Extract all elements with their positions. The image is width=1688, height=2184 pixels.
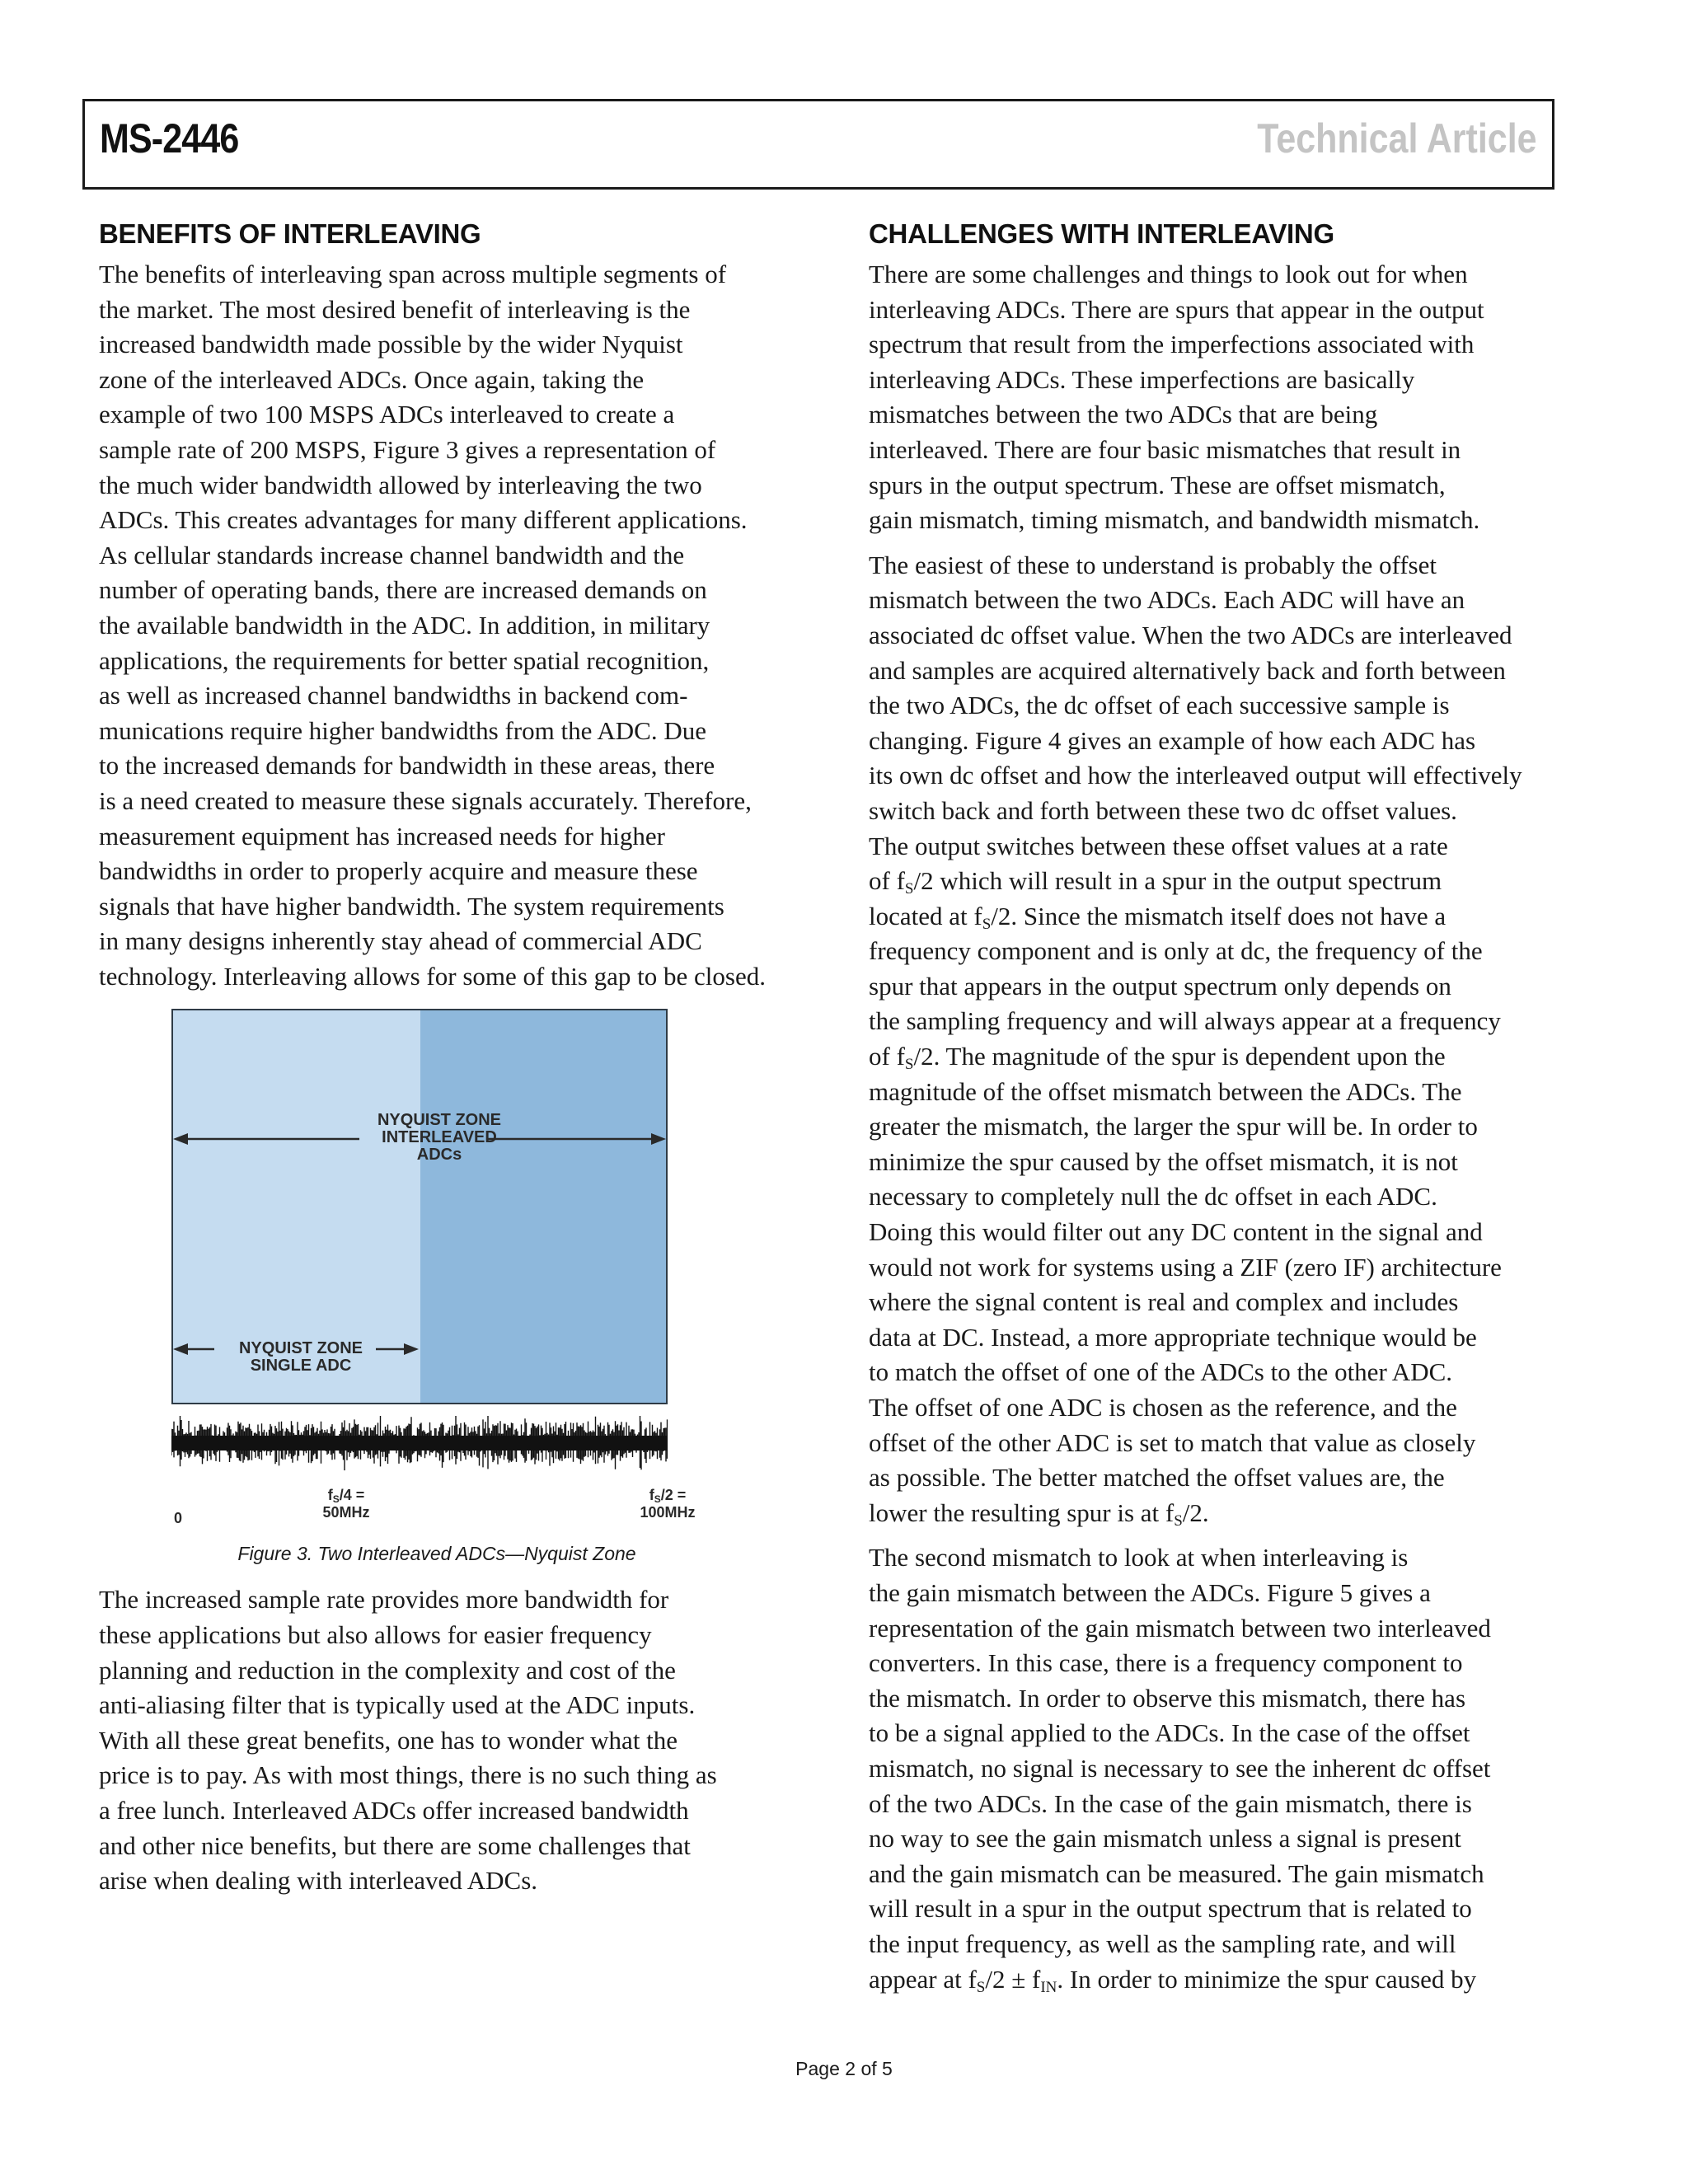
text-line: offset of the other ADC is set to match that value as closely <box>869 1427 1476 1457</box>
text-line: There are some challenges and things to look out for when <box>869 260 1468 288</box>
offset-lines-a <box>869 548 1546 864</box>
text-line: and samples are acquired alternatively back and forth between <box>869 655 1506 685</box>
text-line: interleaving ADCs. There are spurs that appear in the output <box>869 294 1484 324</box>
gain-mismatch-paragraph <box>869 1540 1546 1997</box>
text-line: The offset of one ADC is chosen as the reference, and the <box>869 1393 1457 1422</box>
text-line: to match the offset of one of the ADCs to the other ADC. <box>869 1357 1453 1387</box>
text-line: minimize the spur caused by the offset mismatch, it is not <box>869 1146 1458 1176</box>
text-line: appear at $f_S/2 \pm f_{IN}$. In order to minimize the spur caused by <box>869 1964 1477 1996</box>
text-line: its own dc offset and how the interleaved output will effectively <box>869 761 1522 790</box>
text-line: to the increased demands for bandwidth in these areas, there <box>99 751 715 780</box>
text-line: and the gain mismatch can be measured. The gain mismatch <box>869 1858 1484 1888</box>
text-line: the gain mismatch between the ADCs. Figure 5 gives a <box>869 1577 1431 1607</box>
text-line: of $f_S/2$ which will result in a spur in the output spectrum <box>869 866 1442 898</box>
gain-lines <box>869 1540 1546 1961</box>
text-line: changing. Figure 4 gives an example of how each ADC has <box>869 725 1476 755</box>
text-line: in many designs inherently stay ahead of commercial ADC <box>99 926 702 956</box>
text-line: located at $f_S/2$. Since the mismatch itself does not have a <box>869 901 1447 933</box>
text-line: the input frequency, as well as the sampling rate, and will <box>869 1929 1456 1958</box>
text-line: technology. Interleaving allows for some of this gap to be closed. <box>99 961 766 991</box>
text-line: the sampling frequency and will always appear at a frequency <box>869 1006 1501 1036</box>
text-line: of the two ADCs. In the case of the gain mismatch, there is <box>869 1788 1472 1818</box>
figure-caption: Figure 3. Two Interleaved ADCs—Nyquist Zone <box>237 1543 636 1565</box>
text-line: would not work for systems using a ZIF (zero IF) architecture <box>869 1252 1502 1282</box>
text-line: ADCs. This creates advantages for many different applications. <box>99 505 748 535</box>
text-line: switch back and forth between these two dc offset values. <box>869 795 1457 825</box>
section-heading-challenges: CHALLENGES WITH INTERLEAVING <box>869 218 1334 249</box>
text-line: and other nice benefits, but there are some challenges that <box>99 1830 691 1860</box>
text-line: magnitude of the offset mismatch between the ADCs. The <box>869 1076 1462 1106</box>
text-line: munications require higher bandwidths from the ADC. Due <box>99 715 706 745</box>
text-line: as well as increased channel bandwidths in backend com- <box>99 681 688 710</box>
text-line: The increased sample rate provides more bandwidth for <box>99 1585 669 1615</box>
text-line: example of two 100 MSPS ADCs interleaved to create a <box>99 400 675 429</box>
challenges-paragraph-1 <box>869 257 1546 538</box>
offset-mismatch-paragraph <box>869 548 1546 1531</box>
text-line: Doing this would filter out any DC content in the signal and <box>869 1217 1483 1247</box>
benefits-paragraph-2 <box>99 1582 775 1898</box>
text-line: signals that have higher bandwidth. The system requirements <box>99 891 724 921</box>
document-type: Technical Article <box>1257 115 1537 162</box>
text-line: a free lunch. Interleaved ADCs offer increased bandwidth <box>99 1796 689 1825</box>
text-line: interleaved. There are four basic mismatches that result in <box>869 434 1461 464</box>
text-line: spurs in the output spectrum. These are offset mismatch, <box>869 470 1446 499</box>
text-line: converters. In this case, there is a frequency component to <box>869 1648 1463 1678</box>
text-line: increased bandwidth made possible by the wider Nyquist <box>99 330 683 359</box>
text-line: will result in a spur in the output spectrum that is related to <box>869 1894 1472 1924</box>
text-line: the two ADCs, the dc offset of each successive sample is <box>869 691 1450 720</box>
text-line: to be a signal applied to the ADCs. In the case of the offset <box>869 1718 1470 1748</box>
text-line: The benefits of interleaving span across multiple segments of <box>99 260 727 288</box>
text-line: planning and reduction in the complexity and cost of the <box>99 1655 676 1685</box>
figure-3 <box>99 1009 775 1577</box>
interleaved-extra-band <box>420 1010 666 1403</box>
text-line: the much wider bandwidth allowed by interleaving the two <box>99 470 702 499</box>
text-line: necessary to completely null the dc offset in each ADC. <box>869 1182 1437 1212</box>
text-line: The easiest of these to understand is probably the offset <box>869 550 1437 579</box>
text-line: spur that appears in the output spectrum only depends on <box>869 971 1451 1001</box>
text-line: The second mismatch to look at when interleaving is <box>869 1543 1409 1572</box>
section-heading-benefits: BENEFITS OF INTERLEAVING <box>99 218 481 249</box>
text-line: interleaving ADCs. These imperfections are basically <box>869 364 1415 394</box>
right-column <box>869 216 1546 2007</box>
text-line: spectrum that result from the imperfections associated with <box>869 330 1475 359</box>
text-line: where the signal content is real and complex and includes <box>869 1287 1459 1317</box>
text-line: The output switches between these offset values at a rate <box>869 831 1448 860</box>
page-header <box>82 99 1554 190</box>
noise-band <box>171 1436 668 1451</box>
offset-lines-c <box>869 1075 1546 1496</box>
text-line: mismatch between the two ADCs. Each ADC will have an <box>869 585 1465 615</box>
benefits-paragraph-1 <box>99 257 775 994</box>
text-line: is a need created to measure these signals accurately. Therefore, <box>99 785 752 815</box>
page-number: Page 2 of 5 <box>795 2058 893 2079</box>
single-zone-label: NYQUIST ZONE SINGLE ADC <box>238 1339 363 1376</box>
noise-floor <box>171 1414 668 1480</box>
text-line: gain mismatch, timing mismatch, and bandwidth mismatch. <box>869 505 1480 535</box>
text-line: the mismatch. In order to observe this mismatch, there has <box>869 1683 1466 1713</box>
text-line: as possible. The better matched the offset values are, the <box>869 1463 1445 1493</box>
text-line: As cellular standards increase channel bandwidth and the <box>99 540 685 569</box>
text-line: the available bandwidth in the ADC. In addition, in military <box>99 610 710 640</box>
text-line: anti-aliasing filter that is typically used at the ADC inputs. <box>99 1690 696 1720</box>
text-line: representation of the gain mismatch between two interleaved <box>869 1613 1491 1643</box>
axis-label-fs2: $f_S/2$ = 100MHz <box>640 1487 696 1521</box>
text-line: lower the resulting spur is at $f_S/2$. <box>869 1497 1209 1530</box>
text-line: of $f_S/2$. The magnitude of the spur is dependent upon the <box>869 1042 1446 1074</box>
text-line: bandwidths in order to properly acquire and measure these <box>99 856 698 886</box>
text-line: mismatches between the two ADCs that are being <box>869 400 1378 429</box>
axis-label-fs4: $f_S/4$ = 50MHz <box>322 1487 370 1521</box>
text-line: these applications but also allows for easier frequency <box>99 1620 652 1650</box>
axis-label-zero: 0 <box>173 1510 182 1527</box>
interleaved-zone-label: NYQUIST ZONE INTERLEAVED ADCs <box>377 1111 501 1165</box>
text-line: frequency component and is only at dc, the frequency of the <box>869 936 1483 966</box>
text-line: data at DC. Instead, a more appropriate technique would be <box>869 1322 1477 1352</box>
text-line: price is to pay. As with most things, there is no such thing as <box>99 1760 717 1790</box>
text-line: zone of the interleaved ADCs. Once again, taking the <box>99 364 645 394</box>
text-line: arise when dealing with interleaved ADCs. <box>99 1866 538 1896</box>
text-line: sample rate of 200 MSPS, Figure 3 gives a representation of <box>99 434 716 464</box>
text-line: associated dc offset value. When the two ADCs are interleaved <box>869 620 1512 649</box>
text-line: number of operating bands, there are increased demands on <box>99 575 707 605</box>
text-line: With all these great benefits, one has to wonder what the <box>99 1725 678 1755</box>
offset-lines-b <box>869 934 1546 1039</box>
left-column <box>99 216 775 1909</box>
text-line: the market. The most desired benefit of interleaving is the <box>99 294 691 324</box>
text-line: measurement equipment has increased needs for higher <box>99 821 665 851</box>
text-line: greater the mismatch, the larger the spur will be. In order to <box>869 1112 1478 1141</box>
document-id: MS-2446 <box>100 115 239 162</box>
text-line: no way to see the gain mismatch unless a signal is present <box>869 1824 1461 1854</box>
text-line: applications, the requirements for better spatial recognition, <box>99 645 710 675</box>
text-line: mismatch, no signal is necessary to see the inherent dc offset <box>869 1753 1491 1783</box>
